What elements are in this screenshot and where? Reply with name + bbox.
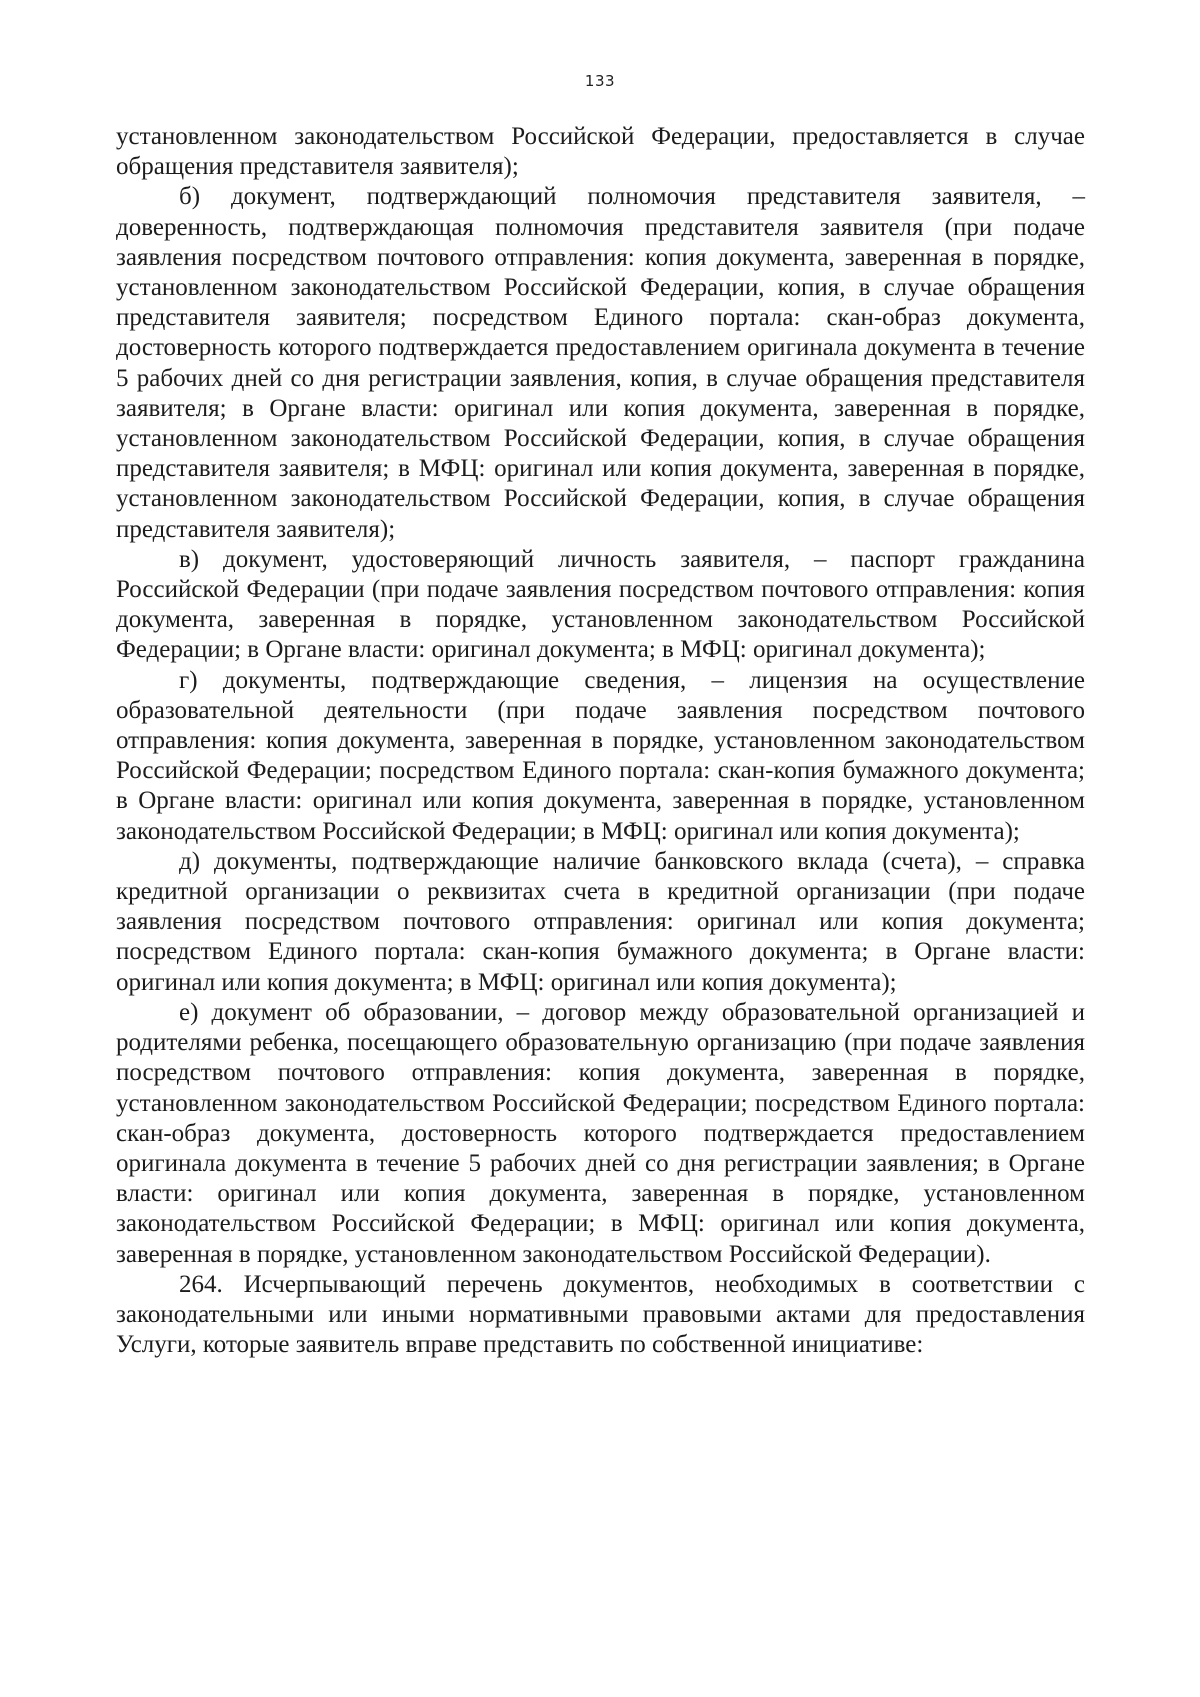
paragraph-item-d: д) документы, подтверждающие наличие банковского вклада (счета), – справка кредитной организации о реквизитах счета в кредитной организации (при подаче заявления посредством почтового отправления: оригинал или копия документа; посредством Единого портала: скан-копия бумажного документа; в Органе власти: оригинал или копия документа; в МФЦ: оригинал или копия документа); (116, 847, 1085, 996)
paragraph-continuation: установленном законодательством Российской Федерации, предоставляется в случае обращения представителя заявителя); (116, 123, 1085, 181)
paragraph-clause-264: 264. Исчерпывающий перечень документов, необходимых в соответствии с законодательными или иными нормативными правовыми актами для предоставления Услуги, которые заявитель вправе представить по собственной инициативе: (116, 1270, 1085, 1359)
paragraph-item-b: б) документ, подтверждающий полномочия представителя заявителя, – доверенность, подтверждающая полномочия представителя заявителя (при подаче заявления посредством почтового отправления: копия документа, заверенная в порядке, установленном законодательством Российской Федерации, копия, в случае обращения представителя заявителя; посредством Единого портала: скан-образ документа, достоверность которого подтверждается предоставлением оригинала документа в течение 5 рабочих дней со дня регистрации заявления, копия, в случае обращения представителя заявителя; в Органе власти: оригинал или копия документа, заверенная в порядке, установленном законодательством Российской Федерации, копия, в случае обращения представителя заявителя; в МФЦ: оригинал или копия документа, заверенная в порядке, установленном законодательством Российской Федерации, копия, в случае обращения представителя заявителя); (116, 183, 1085, 543)
paragraph-item-v: в) документ, удостоверяющий личность заявителя, – паспорт гражданина Российской Федерации (при подаче заявления посредством почтового отправления: копия документа, заверенная в порядке, установленном законодательством Российской Федерации; в Органе власти: оригинал документа; в МФЦ: оригинал документа); (116, 545, 1085, 664)
page-number: 133 (584, 72, 616, 90)
paragraph-item-e: е) документ об образовании, – договор между образовательной организацией и родителями ребенка, посещающего образовательную организацию (при подаче заявления посредством почтового отправления: копия документа, заверенная в порядке, установленном законодательством Российской Федерации; посредством Единого портала: скан-образ документа, достоверность которого подтверждается предоставлением оригинала документа в течение 5 рабочих дней со дня регистрации заявления; в Органе власти: оригинал или копия документа, заверенная в порядке, установленном законодательством Российской Федерации; в МФЦ: оригинал или копия документа, заверенная в порядке, установленном законодательством Российской Федерации). (116, 998, 1085, 1268)
document-body (116, 122, 1085, 1360)
paragraph-item-g: г) документы, подтверждающие сведения, – лицензия на осуществление образовательной деятельности (при подаче заявления посредством почтового отправления: копия документа, заверенная в порядке, установленном законодательством Российской Федерации; посредством Единого портала: скан-копия бумажного документа; в Органе власти: оригинал или копия документа, заверенная в порядке, установленном законодательством Российской Федерации; в МФЦ: оригинал или копия документа); (116, 666, 1085, 845)
